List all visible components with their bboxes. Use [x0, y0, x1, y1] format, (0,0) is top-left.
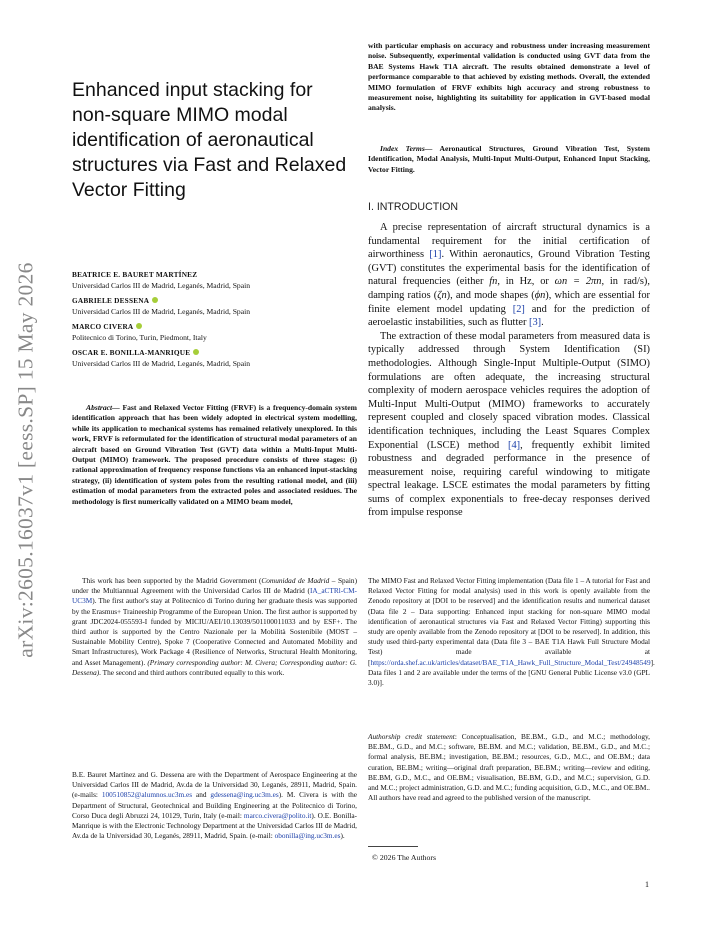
corresponding-author-note: (Primary corresponding author: M. Civera; Corresponding author: G. Dessena) — [72, 657, 357, 677]
citation-link[interactable]: [4] — [507, 439, 521, 451]
author-entry — [72, 322, 357, 343]
math-symbol: ϕn — [534, 289, 546, 301]
author-name: OSCAR E. BONILLA-MANRIQUE — [72, 348, 191, 357]
funding-footnote — [72, 576, 357, 678]
author-entry — [72, 270, 357, 291]
paragraph — [368, 221, 650, 330]
affiliation-footnote — [72, 770, 357, 841]
author-entry — [72, 348, 357, 369]
paper-title: Enhanced input stacking for non-square MIMO modal identification of aeronautical structures via Fast and Relaxed Vector Fitting — [72, 79, 347, 201]
author-affiliation: Universidad Carlos III de Madrid, Leganés, Madrid, Spain — [72, 280, 250, 290]
dataset-link[interactable]: https://orda.shef.ac.uk/articles/dataset/BAE_T1A_Hawk_Full_Structure_Modal_Test/24948549 — [370, 657, 651, 667]
citation-link[interactable]: [3] — [529, 317, 542, 329]
arxiv-sidebar-stamp — [6, 250, 46, 670]
footnote-text: This work has been supported by the Madrid Government ( — [82, 576, 262, 585]
abstract-continued: with particular emphasis on accuracy and robustness under increasing measurement noise. Subsequently, experimental validation is conducted using GVT data from the BAE Systems Hawk T1A aircraft. The results obtained demonstrate a level of performance comparable to that achieved by existing methods. Overall, the extended MIMO formulation of FRVF exhibits high accuracy and strong robustness to measurement noise, highlighting its suitability for application in GVT-based modal analysis. — [368, 41, 650, 113]
body-text: ), which are essential for finite element model updating — [368, 289, 650, 315]
body-text: . Within aeronautics, Ground Vibration Testing (GVT) constitutes the experimental basis for the identification of natural frequencies (either — [368, 249, 650, 288]
data-availability-footnote — [368, 576, 655, 688]
body-text: . — [541, 317, 544, 329]
math-symbol: fn — [489, 276, 498, 288]
abstract — [72, 403, 357, 507]
footnote-text: – Spain) under the Multiannual Agreement with the Universidad Carlos III de Madrid ( — [72, 576, 357, 596]
math-symbol: ζn — [437, 289, 447, 301]
body-text: The extraction of these modal parameters from measured data is typically addressed through System Identification (SI) methodologies. Although Single-Input Multiple-Output (SIMO) formulations are often adequate, the increasing structural complexity of modern aerospace vehicles requires the adoption of Multi-Input Multi-Output (MIMO) frameworks to accurately represent coupled and closely spaced vibration modes. Classical identification techniques, including the Least Squares Complex Exponential (LSCE) method — [368, 330, 650, 451]
project-link[interactable]: IA_aCTRl-CM-UC3M — [72, 586, 357, 606]
orcid-icon[interactable] — [136, 323, 142, 329]
footnote-text: ). The first author's stay at Politecnico di Torino during her graduate thesis was supported by the Erasmus+ Traineeship Programme of the European Union. The first author is supported by grant JDC2024-055593-I funded by MICIU/AEI/10.13039/501100011033 and by ESF+. The third author is supported by the Centro Nazionale per la Mobilità Sostenibile (MOST – Sustainable Mobility Centre), Spoke 7 (Cooperative Connected and Automated Mobility and Smart Infrastructures), Work Package 4 (Resilience of Networks, Structural Health Monitoring, and Asset Management). — [72, 596, 357, 667]
copyright-notice: © 2026 The Authors — [372, 853, 437, 862]
body-text: and for the prediction of aeroelastic instabilities, such as flutter — [368, 303, 650, 329]
body-text: , in rad/s), damping ratios ( — [368, 276, 650, 301]
abstract-label: Abstract— — [86, 403, 120, 412]
email-link[interactable]: marco.civera@polito.it — [243, 810, 312, 820]
footnote-text: . The second and third authors contributed equally to this work. — [99, 667, 285, 677]
abstract-text: Fast and Relaxed Vector Fitting (FRVF) is a frequency-domain system identification approach that has been widely adopted in electrical system modelling, while its application to mechanical systems has remained relatively unexplored. In this work, FRVF is reformulated for the identification of structural modal parameters of an aircraft based on Ground Vibration Test (GVT) data within a Multi-Input Multi-Output (MIMO) framework. The proposed procedure consists of three stages: (i) rational approximation of frequency response functions via an enhanced input-stacking strategy, (ii) identification of system poles from the resulting rational model, and (iii) estimation of modal parameters from the extracted poles and associated residues. The methodology is first numerically validated on a MIMO beam model, — [72, 403, 357, 506]
divider — [368, 846, 418, 847]
author-entry — [72, 296, 357, 317]
footnote-text: and — [192, 790, 211, 800]
paragraph — [368, 330, 650, 520]
index-terms — [368, 144, 650, 175]
author-affiliation: Universidad Carlos III de Madrid, Leganés, Madrid, Spain — [72, 306, 250, 316]
footnote-text: ). M. Civera is with the Department of Structural, Geotechnical and Building Engineering at the Politecnico di Torino, Corso Duca degli Abruzzi 24, 10129, Turin, Italy (e-mail: — [72, 790, 358, 820]
credit-text: : Conceptualisation, BE.BM., G.D., and M.C.; methodology, BE.BM., G.D., and M.C.; software, BE.BM. and M.C.; validation, BE.BM., G.D., and M.C.; formal analysis, BE.BM.; investigation, BE.BM.; resources, G.D., M.C., and OE.BM.; data curation, BE.BM.; writing—original draft preparation, BE.BM.; writing—review and editing, BE.BM, G.D., M.C., and OE.BM.; visualisation, BE.BM, G.D., and M.C.; supervision, G.D. and M.C.; project administration, G.D. and M.C.; funding acquisition, G.D., M.C., and OE.BM.. All authors have read and agreed to the published version of the manuscript. — [368, 732, 650, 803]
math-symbol: ωn = 2πn — [554, 276, 602, 288]
citation-link[interactable]: [2] — [512, 303, 525, 315]
arxiv-identifier: arXiv:2605.16037v1 [eess.SP] 15 May 2026 — [13, 262, 38, 658]
author-name: BEATRICE E. BAURET MARTÍNEZ — [72, 270, 198, 279]
index-terms-label: Index Terms— — [380, 144, 433, 153]
author-affiliation: Politecnico di Torino, Turin, Piedmont, Italy — [72, 332, 207, 342]
index-terms-text: Aeronautical Structures, Ground Vibration Test, System Identification, Modal Analysis, Multi-Input Multi-Output, Enhanced Input Stacking, Vector Fitting. — [368, 144, 650, 174]
page-number: 1 — [645, 880, 649, 889]
author-name: GABRIELE DESSENA — [72, 296, 150, 305]
section-heading: I. INTRODUCTION — [368, 201, 459, 213]
author-affiliation: Universidad Carlos III de Madrid, Leganés, Madrid, Spain — [72, 358, 250, 368]
footnote-text: ). — [340, 831, 345, 841]
footnote-text: ]. Data files 1 and 2 are available under the terms of the [GNU General Public License v3.0 (GPL 3.0)]. — [368, 657, 655, 688]
author-name: MARCO CIVERA — [72, 322, 134, 331]
body-text: , in Hz, or — [497, 276, 555, 288]
orcid-icon[interactable] — [193, 349, 199, 355]
email-link[interactable]: obonilla@ing.uc3m.es — [274, 831, 341, 841]
email-link[interactable]: gdessena@ing.uc3m.es — [210, 790, 279, 800]
footnote-text: Comunidad de Madrid — [261, 576, 330, 585]
email-link[interactable]: 100510852@alumnos.uc3m.es — [101, 790, 193, 800]
credit-label: Authorship credit statement — [368, 732, 455, 741]
body-text: A precise representation of aircraft structural dynamics is a fundamental requirement for the initial certification of airworthiness — [368, 222, 650, 261]
author-list — [72, 270, 357, 374]
footnote-text: ). O.E. Bonilla-Manrique is with the Electronic Technology Department at the Universidad Carlos III de Madrid, Av.da de la Universidad 30, Leganés, 28911, Madrid, Spain. (e-mail: — [72, 810, 357, 841]
footnote-text: B.E. Bauret Martínez and G. Dessena are with the Department of Aerospace Engineering at the Universidad Carlos III de Madrid, Av.da de la Universidad 30, Leganés, 28911, Madrid, Spain. (e-mails: — [72, 770, 357, 800]
body-text: , frequently exhibit limited robustness and degraded performance in the presence of measurement noise, requiring careful windowing to mitigate spectral leakage. LSCE estimates the modal parameters by fitting sums of complex exponentials to free-decay responses derived from impulse response — [368, 439, 650, 519]
citation-link[interactable]: [1] — [429, 249, 442, 261]
body-text: ), and mode shapes ( — [446, 289, 535, 301]
footnote-text: The MIMO Fast and Relaxed Vector Fitting implementation (Data file 1 – A tutorial for Fast and Relaxed Vector Fitting for modal analysis) used in this work is openly available from the Zenodo repository at [DOI to be reserved] and the identification results and numerical dataset (Data file 2 – Data supporting: Enhanced input stacking for non-square MIMO modal identification of aeronautical structures via Fast and Relaxed Vector Fitting) supporting this study are openly available from the Zenodo repository at [DOI to be reserved]. In addition, this study used third-party experimental data (Data file 3 – BAE T1A Hawk Full Structure Modal Test) made available at [ — [368, 576, 650, 667]
credit-statement — [368, 732, 650, 803]
orcid-icon[interactable] — [152, 297, 158, 303]
introduction-body — [368, 221, 650, 520]
